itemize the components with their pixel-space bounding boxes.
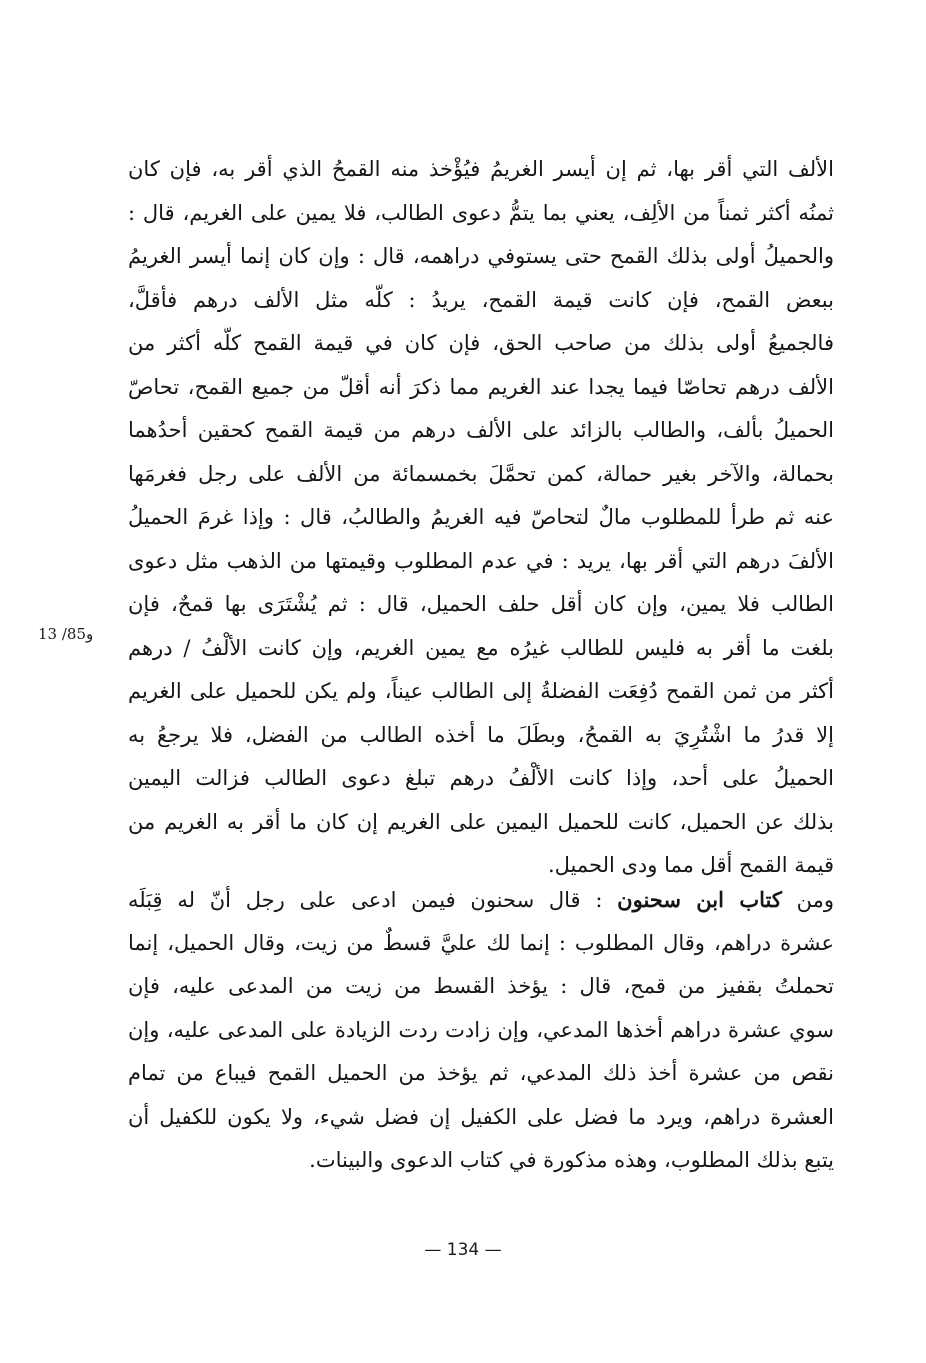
paragraph-1-line: قيمة القمح أقل مما ودى الحميل. [547, 853, 834, 877]
paragraph-2-line: تحملتُ بقفيز من قمح، قال : يؤخذ القسط من زيت من المدعى عليه، فإن [128, 974, 834, 998]
paragraph-2-line: سوي عشرة دراهم أخذها المدعي، وإن زادت ردت الزيادة على المدعى عليه، وإن [128, 1017, 834, 1042]
paragraph-1-line: الألف التي أقر بها، ثم إن أيسر الغريمُ فيُؤْخذ منه القمحُ الذي أقر به، فإن كان [128, 157, 834, 181]
paragraph-2-first-line-rest: : قال سحنون فيمن ادعى على رجل أنّ له قِبَلَه [128, 888, 603, 912]
paragraph-1-line: الطالب فلا يمين، وإن كان أقل حلف الحميل، قال : ثم يُشْتَرَى بها قمحٌ، فإن [128, 592, 834, 616]
paragraph-1-line: الألف درهم تحاصّا فيما يجدا عند الغريم مما ذكرَ أنه أقلّ من جميع القمح، تحاصّ [128, 374, 834, 399]
paragraph-2-intro: ومن [796, 888, 834, 912]
paragraph-1-line: ثمنُه أكثر ثمناً من الألِف، يعني بما يتمُّ دعوى الطالب، فلا يمين على الغريم، قال : [128, 200, 834, 225]
paragraph-1-line: والحميلُ أولى بذلك القمح حتى يستوفي دراهمه، قال : وإن كان إنما أيسر الغريمُ [128, 244, 834, 268]
paragraph-2 [128, 878, 834, 1183]
paragraph-1-line: الحميلُ على أحد، وإذا كانت الألْفُ درهم تبلغ دعوى الطالب فزالت اليمين [128, 766, 834, 790]
paragraph-1-line: بلغت ما أقر به فليس للطالب غيرُه مع يمين الغريم، وإن كانت الألْفُ / درهم [128, 635, 834, 660]
paragraph-2-line: العشرة دراهم، ويرد ما فضل على الكفيل إن فضل شيء، ولا يكون للكفيل أن [128, 1104, 834, 1129]
paragraph-2-first-line [128, 878, 834, 922]
book-title: كتاب ابن سحنون [617, 887, 782, 912]
paragraph-1-line: بحمالة، والآخر بغير حمالة، كمن تحمَّلَ بخمسمائة من الألف على رجل فغرمَها [128, 461, 834, 486]
marginal-folio-note: 13 /85و [38, 625, 94, 643]
paragraph-1-line: الألفَ درهم التي أقر بها، يريد : في عدم المطلوب وقيمتها من الذهب مثل دعوى [128, 548, 834, 573]
paragraph-2-line: عشرة دراهم، وقال المطلوب : إنما لك عليَّ قسطٌ من زيت، وقال الحميل، إنما [128, 930, 834, 955]
paragraph-2-line: نقص من عشرة أخذ ذلك المدعي، ثم يؤخذ من الحميل القمح فيباع من تمام [128, 1061, 834, 1085]
paragraph-2-line: يتبع بذلك المطلوب، وهذه مذكورة في كتاب الدعوى والبينات. [309, 1148, 834, 1172]
paragraph-1-line: الحميلُ بألف، والطالب بالزائد على الألف درهم من قيمة القمح كحقين أحدُهما [128, 418, 834, 442]
paragraph-1-line: ببعض القمح، فإن كانت قيمة القمح، يريدُ : كلّه مثل الألف درهم فأقلَّ، [128, 287, 834, 312]
paragraph-1-line: أكثر من ثمن القمح دُفِعَت الفضلةُ إلى الطالب عيناً، ولم يكن للحميل على الغريم [128, 679, 834, 703]
paragraph-1-line: إلا قدرُ ما اشْتُرِيَ به القمحُ، وبطَلَ ما أخذه الطالب من الفضل، فلا يرجعُ به [128, 722, 834, 747]
page-number: — 134 — [424, 1240, 502, 1260]
paragraph-1-line: فالجميعُ أولى بذلك من صاحب الحق، فإن كان في قيمة القمح كلّه أكثر من [128, 331, 834, 355]
paragraph-1-line: عنه ثم طرأ للمطلوب مالٌ لتحاصّ فيه الغريمُ والطالبُ، قال : وإذا غرمَ الحميلُ [128, 505, 834, 529]
paragraph-1-line: بذلك عن الحميل، كانت للحميل اليمين على الغريم إن كان ما أقر به الغريم من [128, 809, 834, 834]
paragraph-1 [128, 148, 834, 888]
